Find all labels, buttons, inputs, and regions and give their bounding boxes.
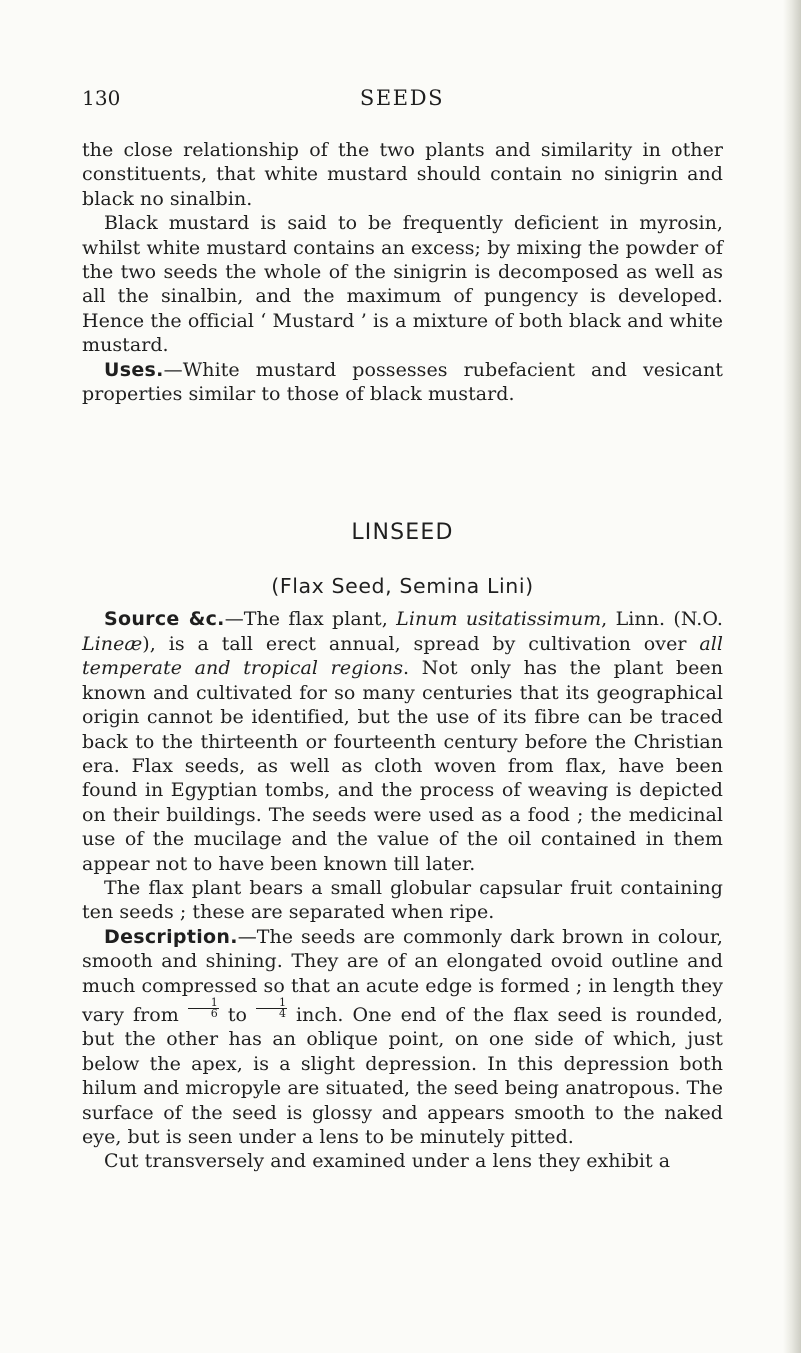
- source-text-4: . Not only has the plant been known and cultivated for so many centuries that its geographical origin cannot be identified, but the use of its fibre can be traced back to the thirteenth or fourteenth century before the Christian era. Flax seeds, as well as cloth woven from flax, have been found in Egyptian tombs, and the process of weaving is depicted on their buildings. The seeds were used as a food ; the medicinal use of the mucilage and the value of the oil contained in them appear not to have been known till later.: [82, 657, 724, 875]
- uses-paragraph: [82, 358, 723, 407]
- black-mustard-paragraph: Black mustard is said to be frequently deficient in myrosin, whilst white mustard contains an excess; by mixing the powder of the two seeds the whole of the sinigrin is decomposed as well as all the sinalbin, and the maximum of pungency is developed. Hence the official ‘ Mustard ’ is a mixture of both black and white mustard.: [82, 212, 723, 357]
- regions-text: all temperate and tropical regions: [82, 632, 723, 680]
- running-head: SEEDS: [359, 86, 445, 110]
- uses-text: —White mustard possesses rubefacient and vesicant properties similar to those of black mustard.: [82, 358, 723, 406]
- page-number: 130: [82, 86, 121, 110]
- section-title: LINSEED: [351, 520, 454, 546]
- mustard-relationship-paragraph: the close relationship of the two plants and similarity in other constituents, that white mustard should contain no sinigrin and black no sinalbin.: [82, 139, 723, 210]
- page-body: [82, 138, 723, 1174]
- one-quarter-fraction: [256, 995, 287, 1020]
- description-to: to: [218, 1003, 256, 1026]
- page-header: [82, 86, 722, 118]
- description-text-1: —The seeds are commonly dark brown in colour, smooth and shining. They are of an elongated ovoid outline and much compressed so that an acute edge is formed ; in length they vary from: [82, 925, 723, 1026]
- botanical-name: Linum usitatissimum: [396, 608, 602, 631]
- source-text-3: ), is a tall erect annual, spread by cultivation over: [142, 632, 700, 655]
- cut-transversely-paragraph: Cut transversely and examined under a lens they exhibit a: [104, 1150, 671, 1173]
- fraction-denominator: 6: [210, 1006, 218, 1020]
- fraction-numerator: 1: [256, 998, 287, 1009]
- section-subtitle: (Flax Seed, Semina Lini): [271, 574, 534, 599]
- page-edge-shadow: [783, 0, 801, 1353]
- source-text-1: —The flax plant,: [224, 608, 397, 631]
- uses-heading: Uses.: [104, 358, 164, 381]
- description-text-2: inch. One end of the flax seed is rounded, but the other has an oblique point, on one side of which, just below the apex, is a slight depression. In this depression both hilum and micropyle are situated, the seed being anatropous. The surface of the seed is glossy and appears smooth to the naked eye, but is seen under a lens to be minutely pitted.: [82, 1003, 723, 1148]
- source-heading: Source &c.: [104, 608, 225, 631]
- capsule-paragraph: The flax plant bears a small globular capsular fruit containing ten seeds ; these are separated when ripe.: [82, 876, 723, 924]
- source-text-2: , Linn. (N.O.: [601, 608, 723, 631]
- description-heading: Description.: [104, 925, 238, 948]
- fraction-denominator: 4: [278, 1006, 287, 1020]
- natural-order: Lineæ: [82, 632, 143, 655]
- source-paragraph: [82, 607, 723, 875]
- description-paragraph: [82, 925, 723, 1150]
- fraction-numerator: 1: [188, 998, 219, 1009]
- one-sixth-fraction: [188, 995, 219, 1020]
